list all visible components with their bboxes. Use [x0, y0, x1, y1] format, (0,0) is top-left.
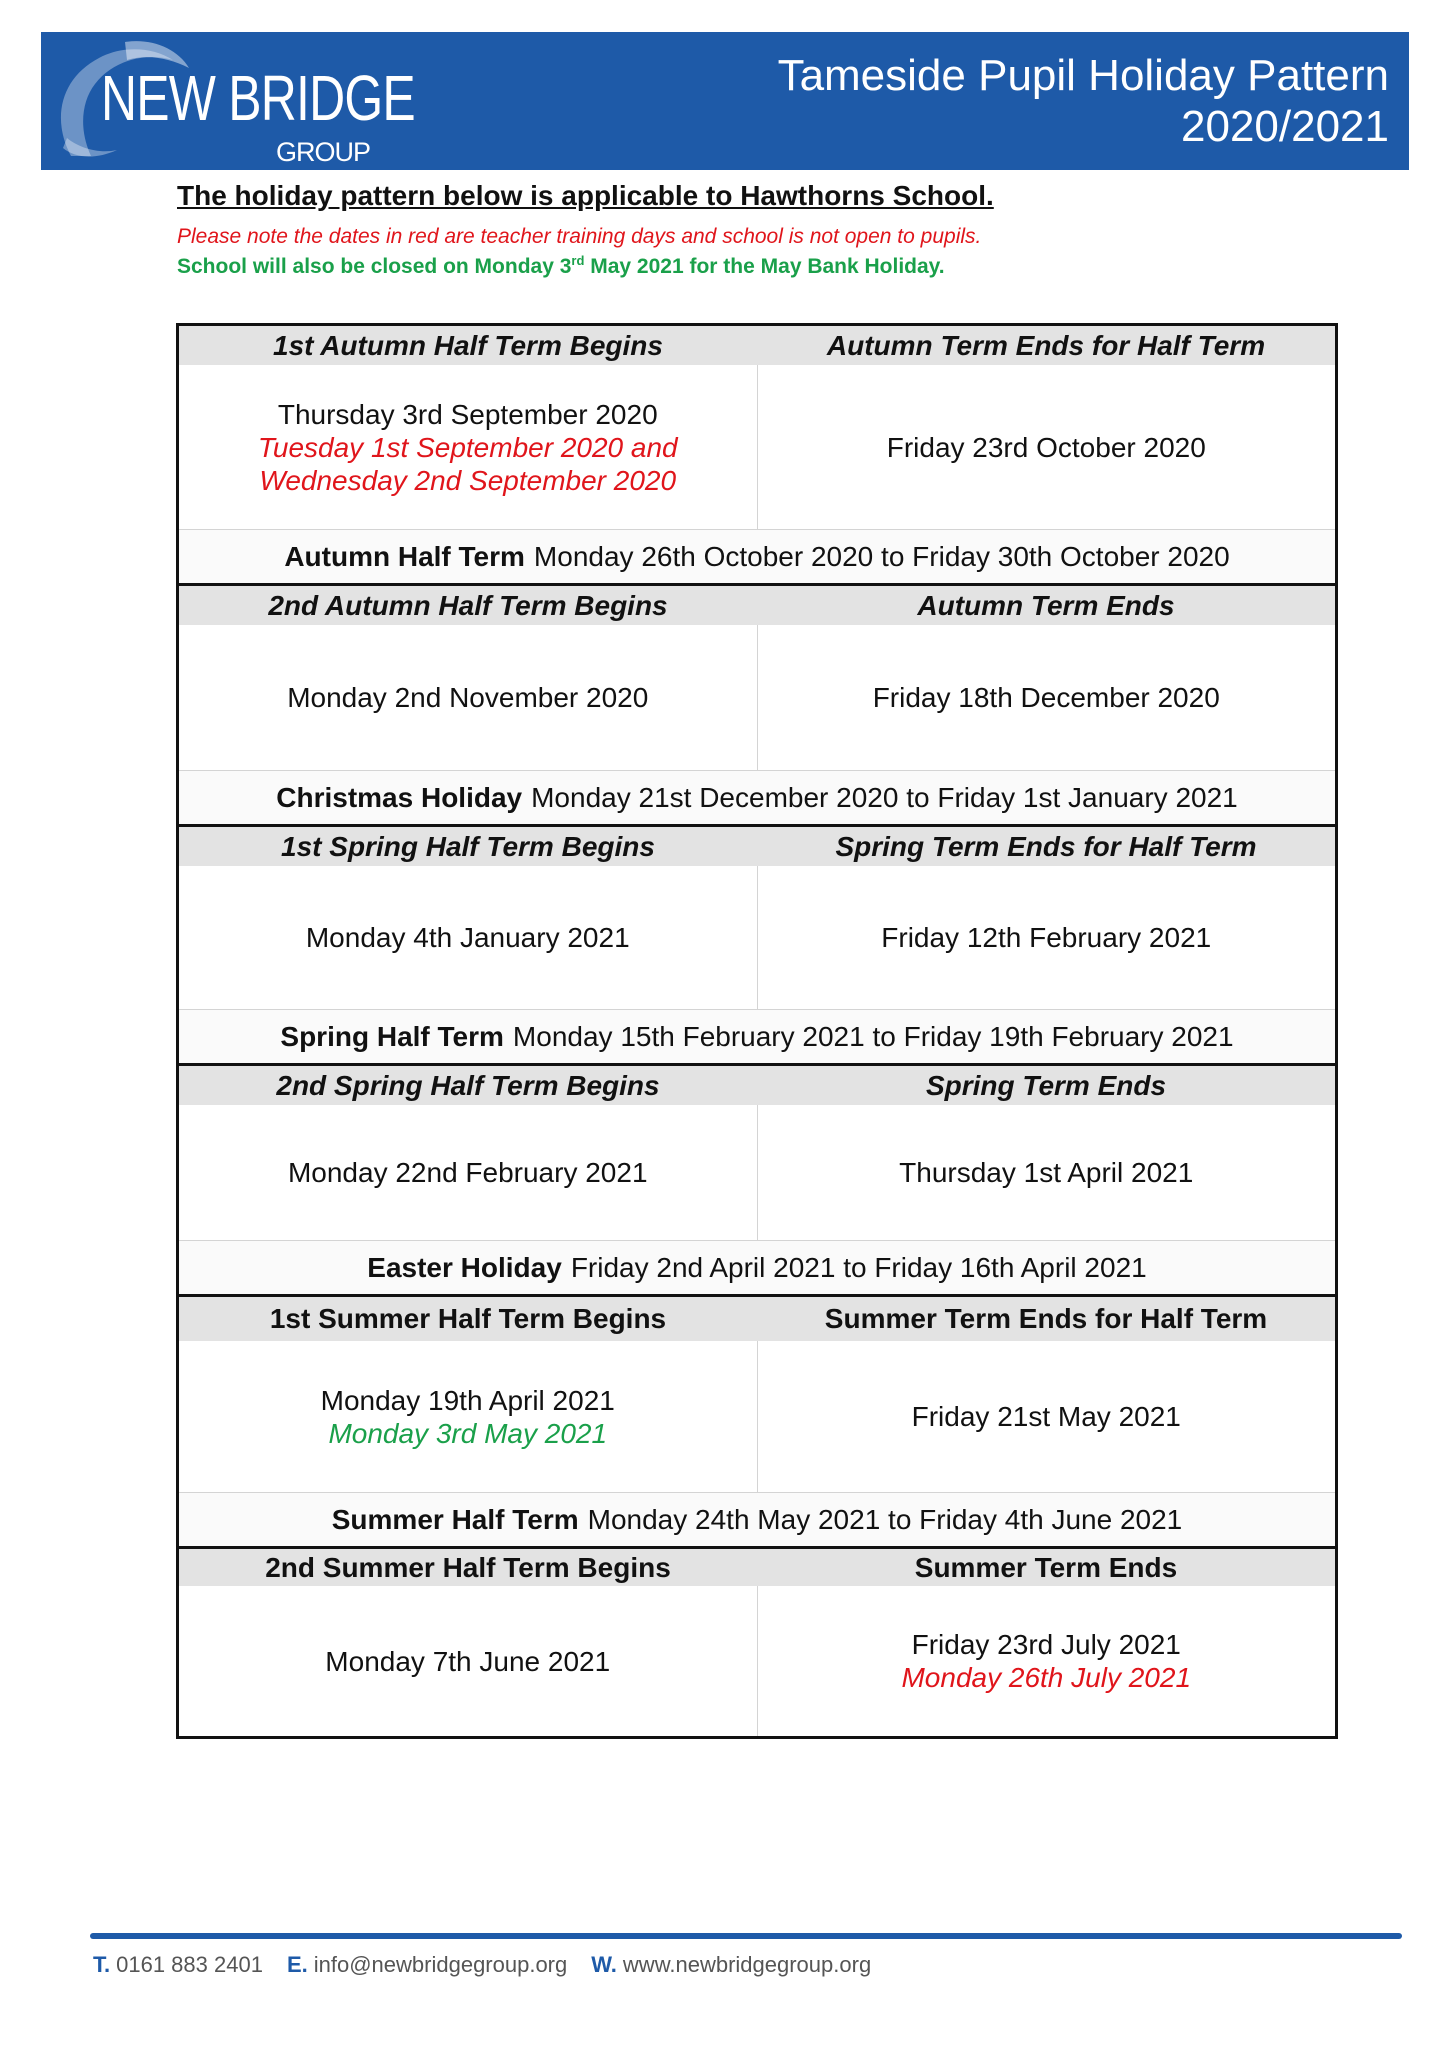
term-dates-row: [179, 1105, 1335, 1240]
footer-divider: [90, 1933, 1402, 1939]
new-bridge-logo: [51, 38, 415, 167]
term-ends-date: Friday 23rd July 2021: [911, 1629, 1181, 1660]
term-begins-label: 1st Autumn Half Term Begins: [273, 329, 663, 361]
holiday-name: Easter Holiday: [367, 1251, 562, 1283]
holiday-dates: Monday 15th February 2021 to Friday 19th February 2021: [512, 1020, 1234, 1052]
holiday-name: Autumn Half Term: [284, 540, 525, 572]
term-header-row: [179, 824, 1335, 866]
website-address[interactable]: www.newbridgegroup.org: [622, 1952, 872, 1977]
term-dates-row: [179, 625, 1335, 770]
intro: [177, 178, 1327, 282]
term-begins-date: Thursday 3rd September 2020: [277, 398, 658, 430]
term-dates-row: [179, 365, 1335, 529]
holiday-dates: Monday 24th May 2021 to Friday 4th June 2021: [587, 1503, 1183, 1535]
term-begins-label: 2nd Summer Half Term Begins: [265, 1551, 671, 1583]
term-ends-date: Friday 18th December 2020: [872, 682, 1220, 713]
holiday-row: [179, 1009, 1335, 1063]
holiday-row: [179, 1492, 1335, 1546]
header-banner: [41, 32, 1409, 170]
bank-holiday-note-sup: rd: [571, 253, 585, 268]
holiday-name: Spring Half Term: [280, 1020, 504, 1052]
term-dates-row: [179, 1586, 1335, 1736]
term-dates-row: [179, 1341, 1335, 1492]
term-ends-label: Autumn Term Ends for Half Term: [826, 329, 1266, 361]
term-ends-label: Spring Term Ends for Half Term: [835, 830, 1257, 862]
term-ends-label: Autumn Term Ends: [917, 589, 1175, 621]
term-ends-cell: [758, 1586, 1336, 1736]
title-line-1: Tameside Pupil Holiday Pattern: [777, 51, 1389, 100]
term-header-row: [179, 1546, 1335, 1586]
term-begins-label: 1st Summer Half Term Begins: [269, 1303, 667, 1334]
phone-number: 0161 883 2401: [116, 1952, 263, 1977]
term-dates-row: [179, 866, 1335, 1009]
term-begins-date: Monday 4th January 2021: [305, 922, 630, 953]
term-header-row: [179, 1063, 1335, 1105]
term-begins-label: 2nd Spring Half Term Begins: [276, 1069, 660, 1101]
training-day-note: Monday 26th July 2021: [901, 1662, 1192, 1693]
holiday-dates: Monday 26th October 2020 to Friday 30th October 2020: [533, 540, 1230, 572]
term-header-row: [179, 583, 1335, 625]
term-begins-label: 1st Spring Half Term Begins: [281, 830, 655, 862]
term-begins-cell: [179, 1105, 758, 1240]
bank-holiday-date: Monday 3rd May 2021: [328, 1417, 608, 1449]
phone-label: T.: [93, 1952, 111, 1977]
term-ends-date: Thursday 1st April 2021: [899, 1157, 1194, 1188]
term-begins-date: Monday 7th June 2021: [325, 1645, 611, 1677]
term-begins-cell: [179, 365, 758, 529]
page-title: [778, 50, 1389, 152]
intro-heading: The holiday pattern below is applicable to Hawthorns School.: [177, 180, 994, 211]
bank-holiday-note-post: May 2021 for the May Bank Holiday.: [584, 255, 945, 278]
term-ends-cell: [758, 1105, 1336, 1240]
term-ends-label: Spring Term Ends: [925, 1069, 1167, 1101]
term-ends-label: Summer Term Ends for Half Term: [824, 1303, 1268, 1334]
email-address[interactable]: info@newbridgegroup.org: [313, 1952, 568, 1977]
holiday-dates: Friday 2nd April 2021 to Friday 16th April 2021: [570, 1251, 1147, 1283]
term-header-row: [179, 1294, 1335, 1341]
term-begins-date: Monday 19th April 2021: [320, 1384, 615, 1416]
holiday-name: Summer Half Term: [331, 1503, 579, 1535]
term-begins-cell: [179, 625, 758, 770]
holiday-row: [179, 1240, 1335, 1294]
term-ends-cell: [758, 1341, 1336, 1492]
term-begins-label: 2nd Autumn Half Term Begins: [268, 589, 668, 621]
term-ends-date: Friday 23rd October 2020: [886, 431, 1206, 463]
term-begins-cell: [179, 1341, 758, 1492]
term-header-row: [179, 326, 1335, 365]
holiday-dates: Monday 21st December 2020 to Friday 1st January 2021: [531, 781, 1238, 813]
footer-contact: [93, 1952, 871, 1978]
term-ends-cell: [758, 866, 1336, 1009]
term-ends-date: Friday 21st May 2021: [911, 1401, 1181, 1432]
term-begins-cell: [179, 1586, 758, 1736]
term-begins-date: Monday 22nd February 2021: [287, 1157, 648, 1188]
term-ends-label: Summer Term Ends: [914, 1551, 1178, 1583]
logo-sub: GROUP: [276, 137, 371, 167]
holiday-name: Christmas Holiday: [276, 781, 523, 813]
bank-holiday-note-pre: School will also be closed on Monday 3: [177, 255, 572, 278]
website-label: W.: [591, 1952, 617, 1977]
term-ends-cell: [758, 625, 1336, 770]
training-day-note: Tuesday 1st September 2020 and: [257, 431, 678, 463]
teacher-training-note: Please note the dates in red are teacher training days and school is not open to pupils.: [177, 225, 982, 248]
term-ends-date: Friday 12th February 2021: [881, 922, 1212, 953]
term-begins-date: Monday 2nd November 2020: [287, 682, 649, 713]
holiday-table: [176, 323, 1338, 1739]
title-line-2: 2020/2021: [1181, 102, 1389, 151]
training-day-note-2: Wednesday 2nd September 2020: [259, 464, 677, 496]
term-ends-cell: [758, 365, 1336, 529]
term-begins-cell: [179, 866, 758, 1009]
bank-holiday-note: [177, 252, 1327, 282]
holiday-row: [179, 770, 1335, 824]
email-label: E.: [286, 1952, 308, 1977]
logo-name: NEW BRIDGE: [101, 62, 415, 134]
holiday-row: [179, 529, 1335, 583]
